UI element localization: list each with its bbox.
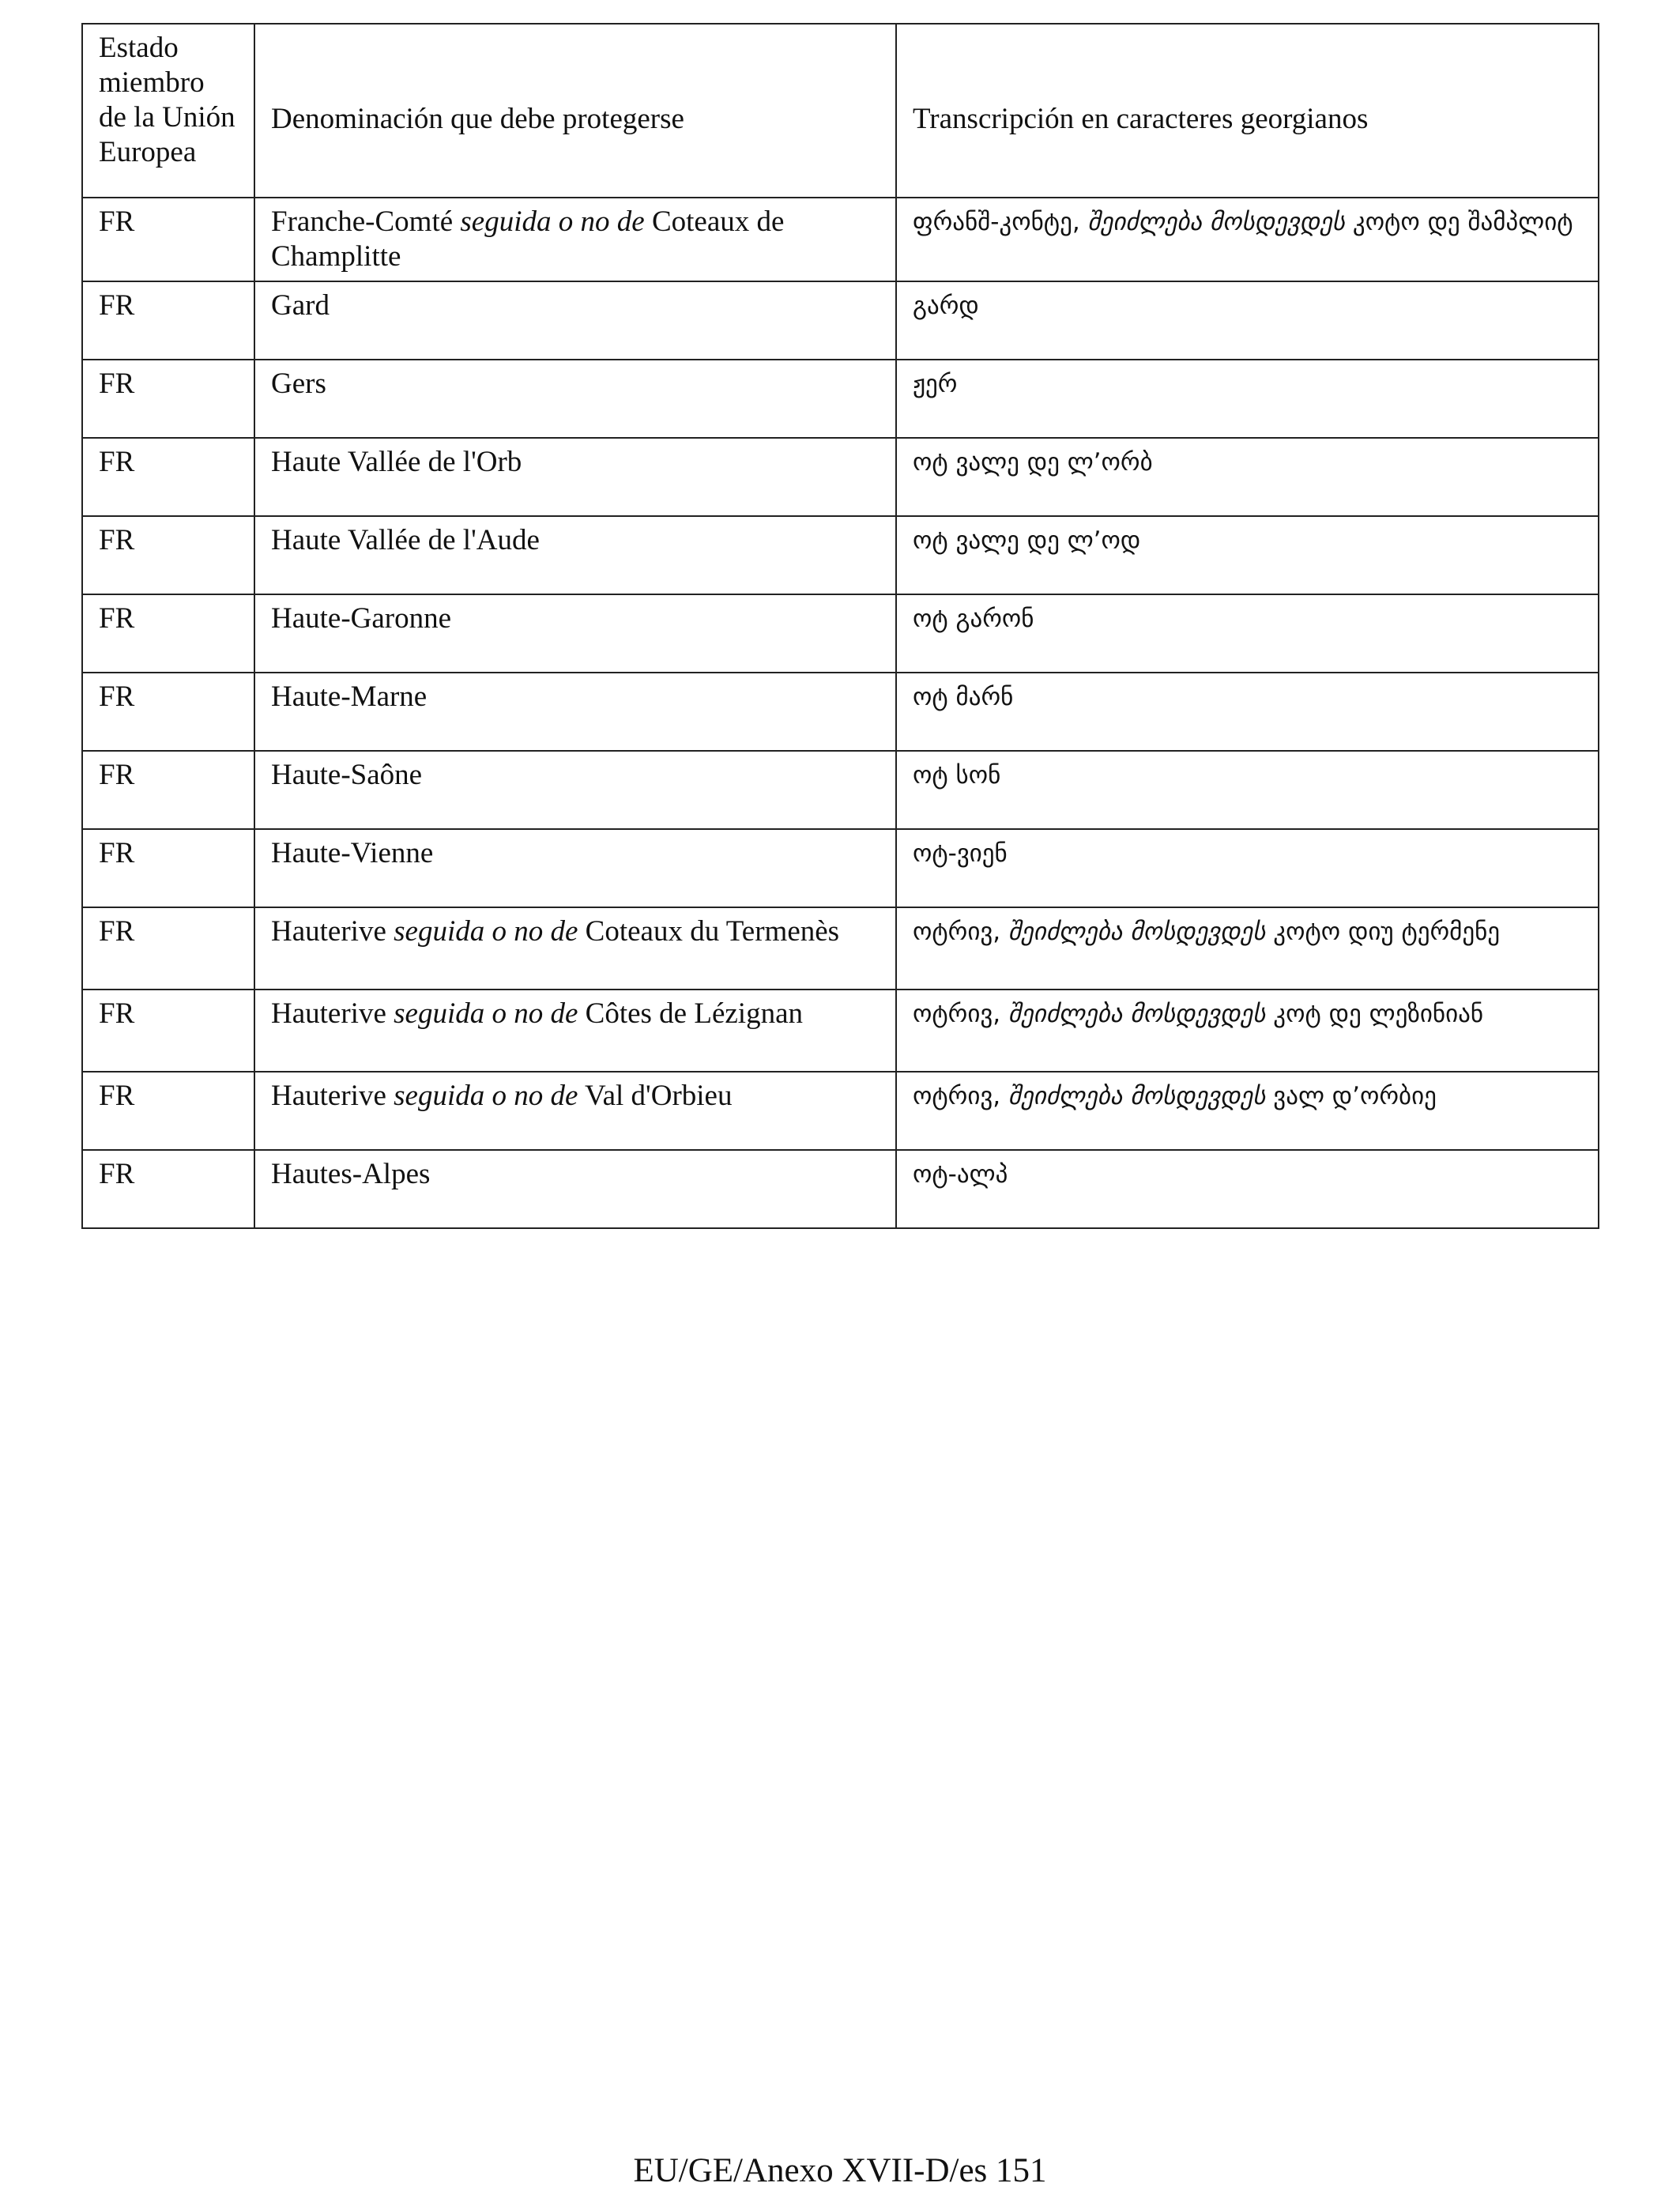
table-row [82, 198, 1599, 281]
member-state-cell: FR [82, 594, 254, 673]
georgian-text: ოტრივ, [913, 1082, 1008, 1110]
georgian-text: კოტო დე შამპლიტ [1345, 208, 1573, 236]
table-header-row [82, 24, 1599, 198]
georgian-text: ოტ სონ [913, 761, 1001, 790]
header-transcription: Transcripción en caracteres georgianos [896, 24, 1599, 198]
georgian-transcription-cell [896, 673, 1599, 751]
table-row [82, 907, 1599, 990]
georgian-text: ოტ-ალპ [913, 1160, 1008, 1189]
georgian-transcription-cell [896, 198, 1599, 281]
header-denomination: Denominación que debe protegerse [254, 24, 896, 198]
georgian-text: კოტ დე ლეზინიან [1265, 1000, 1484, 1028]
georgian-italic-text: შეიძლება მოსდევდეს [1008, 1082, 1266, 1110]
denomination-cell [254, 907, 896, 990]
denomination-text: Côtes de Lézignan [578, 997, 804, 1030]
member-state-cell: FR [82, 516, 254, 594]
georgian-transcription-cell [896, 594, 1599, 673]
member-state-cell: FR [82, 751, 254, 829]
denomination-italic-text: seguida o no de [394, 1080, 578, 1112]
table-row [82, 516, 1599, 594]
denomination-text: Haute Vallée de l'Orb [271, 446, 522, 478]
table-body [82, 24, 1599, 1228]
georgian-text: ოტ ვალე დე ლ’ოდ [913, 526, 1141, 555]
georgian-text: ოტ ვალე დე ლ’ორბ [913, 448, 1153, 477]
georgian-text: ოტრივ, [913, 918, 1008, 946]
denomination-text: Coteaux de Champlitte [271, 205, 785, 273]
member-state-cell: FR [82, 438, 254, 516]
denomination-italic-text: seguida o no de [460, 205, 645, 238]
denomination-cell [254, 1150, 896, 1228]
denomination-cell [254, 1072, 896, 1150]
georgian-text: ფრანშ-კონტე, [913, 208, 1088, 236]
table-row [82, 1072, 1599, 1150]
member-state-cell: FR [82, 281, 254, 360]
denomination-cell [254, 438, 896, 516]
denomination-text: Haute-Garonne [271, 602, 452, 635]
denomination-cell [254, 829, 896, 907]
georgian-transcription-cell [896, 516, 1599, 594]
georgian-transcription-cell [896, 360, 1599, 438]
table-row [82, 281, 1599, 360]
denomination-text: Haute-Saône [271, 759, 423, 791]
denomination-text: Franche-Comté [271, 205, 461, 238]
table-row [82, 751, 1599, 829]
denomination-italic-text: seguida o no de [394, 997, 578, 1030]
georgian-italic-text: შეიძლება მოსდევდეს [1008, 1000, 1266, 1028]
georgian-text: ოტ-ვიენ [913, 839, 1008, 868]
table-row [82, 594, 1599, 673]
member-state-cell: FR [82, 198, 254, 281]
member-state-cell: FR [82, 829, 254, 907]
denomination-cell [254, 281, 896, 360]
georgian-text: ოტრივ, [913, 1000, 1008, 1028]
georgian-transcription-cell [896, 281, 1599, 360]
table-row [82, 1150, 1599, 1228]
georgian-transcription-cell [896, 1150, 1599, 1228]
georgian-text: ვალ დ’ორბიე [1265, 1082, 1437, 1110]
member-state-cell: FR [82, 673, 254, 751]
denomination-cell [254, 198, 896, 281]
denomination-cell [254, 594, 896, 673]
member-state-cell: FR [82, 360, 254, 438]
georgian-italic-text: შეიძლება მოსდევდეს [1087, 208, 1346, 236]
denomination-cell [254, 751, 896, 829]
table-row [82, 438, 1599, 516]
annex-table [81, 23, 1599, 1229]
georgian-text: გარდ [913, 292, 979, 320]
member-state-cell: FR [82, 1072, 254, 1150]
denomination-cell [254, 673, 896, 751]
table-row [82, 673, 1599, 751]
table-row [82, 829, 1599, 907]
georgian-transcription-cell [896, 438, 1599, 516]
denomination-text: Haute-Vienne [271, 837, 434, 869]
page-footer: EU/GE/Anexo XVII-D/es 151 [633, 2152, 1047, 2189]
denomination-text: Hauterive [271, 997, 394, 1030]
denomination-text: Val d'Orbieu [578, 1080, 733, 1112]
denomination-text: Gard [271, 289, 330, 322]
georgian-transcription-cell [896, 907, 1599, 990]
georgian-italic-text: შეიძლება მოსდევდეს [1008, 918, 1266, 946]
denomination-text: Hautes-Alpes [271, 1158, 431, 1190]
denomination-text: Haute-Marne [271, 680, 428, 713]
member-state-cell: FR [82, 907, 254, 990]
georgian-transcription-cell [896, 829, 1599, 907]
georgian-text: ოტ მარნ [913, 683, 1014, 711]
georgian-transcription-cell [896, 1072, 1599, 1150]
denomination-italic-text: seguida o no de [394, 915, 578, 948]
georgian-transcription-cell [896, 990, 1599, 1072]
denomination-text: Gers [271, 368, 326, 400]
georgian-text: ჟერ [913, 370, 958, 398]
table-row [82, 990, 1599, 1072]
member-state-cell: FR [82, 1150, 254, 1228]
denomination-text: Hauterive [271, 915, 394, 948]
denomination-text: Coteaux du Termenès [578, 915, 840, 948]
denomination-cell [254, 516, 896, 594]
denomination-cell [254, 360, 896, 438]
georgian-text: კოტო დიუ ტერმენე [1265, 918, 1501, 946]
member-state-cell: FR [82, 990, 254, 1072]
georgian-text: ოტ გარონ [913, 605, 1034, 633]
denomination-text: Hauterive [271, 1080, 394, 1112]
table-row [82, 360, 1599, 438]
georgian-transcription-cell [896, 751, 1599, 829]
denomination-text: Haute Vallée de l'Aude [271, 524, 540, 556]
header-member-state: Estado miembro de la Unión Europea [82, 24, 254, 198]
denomination-cell [254, 990, 896, 1072]
